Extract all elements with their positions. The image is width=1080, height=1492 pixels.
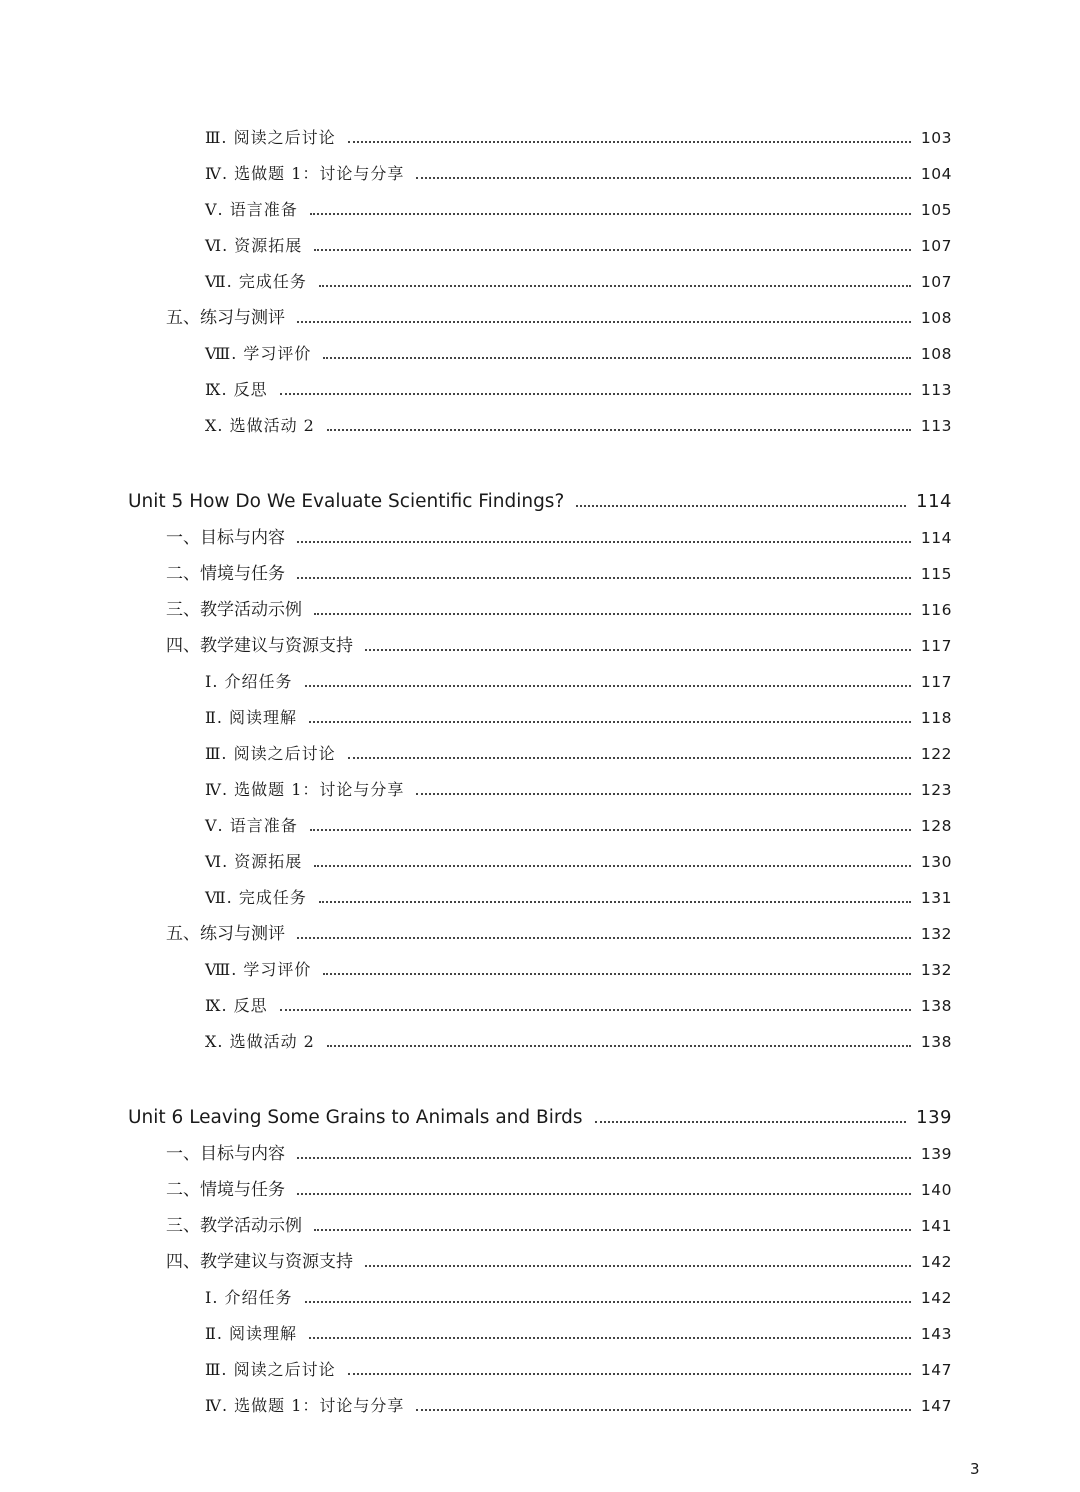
toc-entry-label: 一、目标与内容: [166, 1144, 285, 1164]
toc-entry[interactable]: [166, 920, 952, 948]
toc-entry[interactable]: [205, 884, 952, 912]
dot-leader: [314, 865, 911, 867]
toc-entry[interactable]: [166, 1176, 952, 1204]
toc-entry-page: 104: [920, 165, 952, 183]
dot-leader: [348, 141, 911, 143]
dot-leader: [319, 901, 911, 903]
dot-leader: [305, 685, 911, 687]
toc-entry-label: Ⅸ. 反思: [205, 380, 268, 399]
toc-entry-page: 117: [920, 637, 952, 655]
toc-entry-label: Ⅶ. 完成任务: [205, 272, 307, 291]
toc-entry-page: 147: [920, 1397, 952, 1415]
toc-entry[interactable]: [205, 956, 952, 984]
dot-leader: [323, 357, 911, 359]
toc-entry-page: 107: [920, 237, 952, 255]
toc-entry[interactable]: [205, 1284, 952, 1312]
dot-leader: [309, 721, 911, 723]
dot-leader: [280, 393, 911, 395]
toc-entry-page: 113: [920, 417, 952, 435]
toc-entry-page: 114: [920, 529, 952, 547]
toc-entry-label: Ⅵ. 资源拓展: [205, 852, 303, 871]
dot-leader: [314, 1229, 911, 1231]
toc-entry-page: 138: [920, 997, 952, 1015]
dot-leader: [297, 1193, 911, 1195]
toc-entry[interactable]: [205, 812, 952, 840]
toc-entry-label: Ⅴ. 语言准备: [205, 816, 298, 835]
dot-leader: [310, 213, 911, 215]
dot-leader: [365, 1265, 911, 1267]
toc-entry[interactable]: [205, 704, 952, 732]
toc-entry-page: 117: [920, 673, 952, 691]
toc-entry[interactable]: [166, 1248, 952, 1276]
toc-entry-label: 四、教学建议与资源支持: [166, 636, 353, 656]
toc-entry-label: Ⅷ. 学习评价: [205, 960, 312, 979]
toc-entry-page: 142: [920, 1289, 952, 1307]
dot-leader: [297, 577, 911, 579]
toc-entry-page: 108: [920, 309, 952, 327]
dot-leader: [595, 1121, 907, 1123]
toc-entry-page: 123: [920, 781, 952, 799]
toc-entry[interactable]: [205, 160, 952, 188]
toc-entry-label: Ⅱ. 阅读理解: [205, 1324, 298, 1343]
toc-entry[interactable]: [166, 524, 952, 552]
toc-entry-page: 132: [920, 961, 952, 979]
toc-entry-label: 二、情境与任务: [166, 1180, 285, 1200]
toc-unit-entry[interactable]: [128, 486, 952, 518]
dot-leader: [309, 1337, 911, 1339]
toc-entry-page: 131: [920, 889, 952, 907]
toc-entry-page: 118: [920, 709, 952, 727]
page-number: 3: [970, 1460, 980, 1478]
toc-entry-page: 143: [920, 1325, 952, 1343]
dot-leader: [327, 429, 911, 431]
dot-leader: [314, 249, 911, 251]
dot-leader: [297, 1157, 911, 1159]
dot-leader: [280, 1009, 911, 1011]
toc-entry-label: Ⅸ. 反思: [205, 996, 268, 1015]
toc-entry-page: 138: [920, 1033, 952, 1051]
toc-entry-label: 二、情境与任务: [166, 564, 285, 584]
toc-entry-page: 113: [920, 381, 952, 399]
dot-leader: [416, 793, 910, 795]
toc-entry-page: 107: [920, 273, 952, 291]
toc-entry-page: 115: [920, 565, 952, 583]
dot-leader: [416, 1409, 910, 1411]
toc-entry[interactable]: [205, 412, 952, 440]
toc-entry[interactable]: [166, 596, 952, 624]
toc-entry[interactable]: [205, 740, 952, 768]
toc-entry-label: Ⅰ. 介绍任务: [205, 672, 293, 691]
toc-entry-label: Ⅵ. 资源拓展: [205, 236, 303, 255]
toc-entry-page: 128: [920, 817, 952, 835]
toc-entry[interactable]: [166, 560, 952, 588]
toc-entry-page: 114: [916, 491, 952, 512]
toc-entry-page: 139: [920, 1145, 952, 1163]
toc-entry[interactable]: [205, 992, 952, 1020]
toc-entry-page: 103: [920, 129, 952, 147]
toc-entry[interactable]: [205, 376, 952, 404]
toc-entry-label: Unit 5 How Do We Evaluate Scientific Findings?: [128, 491, 565, 512]
toc-entry[interactable]: [166, 1140, 952, 1168]
dot-leader: [348, 757, 911, 759]
dot-leader: [348, 1373, 911, 1375]
toc-entry-label: Ⅴ. 语言准备: [205, 200, 298, 219]
toc-entry-page: 122: [920, 745, 952, 763]
toc-entry[interactable]: [205, 1320, 952, 1348]
toc-unit-entry[interactable]: [128, 1102, 952, 1134]
toc-entry[interactable]: [205, 1356, 952, 1384]
toc-entry-page: 105: [920, 201, 952, 219]
toc-entry[interactable]: [205, 268, 952, 296]
dot-leader: [305, 1301, 911, 1303]
dot-leader: [327, 1045, 911, 1047]
toc-entry[interactable]: [166, 1212, 952, 1240]
toc-entry-label: Ⅰ. 介绍任务: [205, 1288, 293, 1307]
toc-entry-page: 141: [920, 1217, 952, 1235]
dot-leader: [365, 649, 911, 651]
toc-entry-page: 116: [920, 601, 952, 619]
toc-entry-page: 142: [920, 1253, 952, 1271]
toc-entry-label: Ⅲ. 阅读之后讨论: [205, 744, 336, 763]
toc-entry-page: 108: [920, 345, 952, 363]
toc-entry-label: Ⅲ. 阅读之后讨论: [205, 128, 336, 147]
toc-entry-label: Ⅶ. 完成任务: [205, 888, 307, 907]
toc-entry-label: Ⅳ. 选做题 1：讨论与分享: [205, 164, 405, 183]
toc-entry[interactable]: [166, 632, 952, 660]
toc-entry-label: Ⅱ. 阅读理解: [205, 708, 298, 727]
dot-leader: [576, 505, 906, 507]
toc-entry[interactable]: [205, 196, 952, 224]
toc-entry[interactable]: [205, 848, 952, 876]
dot-leader: [310, 829, 911, 831]
toc-entry-page: 139: [916, 1107, 952, 1128]
toc-entry-label: Ⅹ. 选做活动 2: [205, 1032, 315, 1051]
dot-leader: [416, 177, 910, 179]
toc-entry[interactable]: [205, 340, 952, 368]
toc-entry[interactable]: [166, 304, 952, 332]
toc-entry[interactable]: [205, 1392, 952, 1420]
toc-entry-label: Unit 6 Leaving Some Grains to Animals and Birds: [128, 1107, 583, 1128]
toc-entry[interactable]: [205, 1028, 952, 1056]
toc-entry-label: 四、教学建议与资源支持: [166, 1252, 353, 1272]
toc-entry-label: 三、教学活动示例: [166, 600, 302, 620]
toc-entry[interactable]: [205, 668, 952, 696]
toc-entry-label: 五、练习与测评: [166, 308, 285, 328]
toc-entry-label: Ⅳ. 选做题 1：讨论与分享: [205, 1396, 405, 1415]
toc-entry-page: 132: [920, 925, 952, 943]
toc-entry[interactable]: [205, 232, 952, 260]
toc-entry-page: 130: [920, 853, 952, 871]
toc-entry-label: 三、教学活动示例: [166, 1216, 302, 1236]
toc-entry-page: 140: [920, 1181, 952, 1199]
dot-leader: [297, 321, 911, 323]
toc-entry-page: 147: [920, 1361, 952, 1379]
toc-entry-label: 一、目标与内容: [166, 528, 285, 548]
toc-entry-label: Ⅲ. 阅读之后讨论: [205, 1360, 336, 1379]
dot-leader: [323, 973, 911, 975]
toc-entry-label: Ⅹ. 选做活动 2: [205, 416, 315, 435]
toc-entry[interactable]: [205, 124, 952, 152]
toc-entry[interactable]: [205, 776, 952, 804]
dot-leader: [297, 541, 911, 543]
dot-leader: [297, 937, 911, 939]
dot-leader: [314, 613, 911, 615]
toc-entry-label: Ⅷ. 学习评价: [205, 344, 312, 363]
toc-entry-label: 五、练习与测评: [166, 924, 285, 944]
dot-leader: [319, 285, 911, 287]
toc-entry-label: Ⅳ. 选做题 1：讨论与分享: [205, 780, 405, 799]
